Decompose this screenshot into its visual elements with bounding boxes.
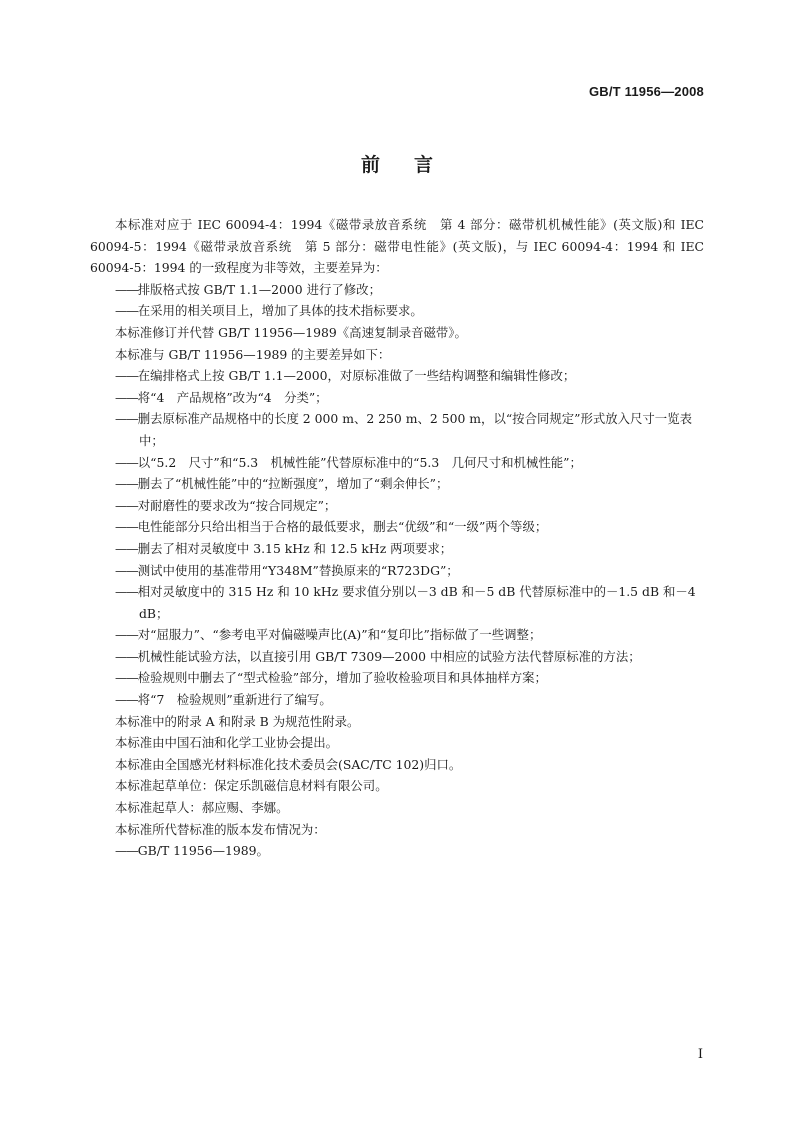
dash-marker: —— bbox=[115, 389, 138, 405]
dash-list-item bbox=[90, 689, 704, 711]
dash-list-item bbox=[90, 495, 704, 517]
dash-list-item bbox=[90, 279, 704, 301]
page-number: I bbox=[697, 1047, 703, 1062]
dash-marker: —— bbox=[115, 670, 138, 686]
paragraph-text: 将“7 检验规则”重新进行了编写。 bbox=[137, 692, 332, 708]
dash-list-item bbox=[90, 646, 704, 668]
paragraph-text: GB/T 11956—1989。 bbox=[137, 843, 269, 859]
paragraph bbox=[90, 322, 704, 344]
paragraph bbox=[90, 819, 704, 841]
dash-list-item bbox=[90, 560, 704, 582]
dash-list-item bbox=[90, 408, 704, 451]
paragraph-text: 本标准起草人：郝应赐、李娜。 bbox=[115, 800, 289, 816]
paragraph bbox=[90, 732, 704, 754]
dash-marker: —— bbox=[115, 584, 138, 600]
dash-marker: —— bbox=[115, 648, 138, 664]
paragraph-text: 检验规则中删去了“型式检验”部分，增加了验收检验项目和具体抽样方案； bbox=[137, 670, 547, 686]
paragraph-text: 本标准所代替标准的版本发布情况为： bbox=[115, 821, 326, 837]
paragraph-text: 本标准修订并代替 GB/T 11956—1989《高速复制录音磁带》。 bbox=[115, 324, 467, 340]
paragraph-text: 本标准由全国感光材料标准化技术委员会(SAC/TC 102)归口。 bbox=[115, 756, 462, 772]
dash-marker: —— bbox=[115, 454, 138, 470]
paragraph bbox=[90, 214, 704, 279]
paragraph-text: 在编排格式上按 GB/T 1.1—2000，对原标准做了一些结构调整和编辑性修改； bbox=[137, 368, 576, 384]
paragraph-text: 删去了“机械性能”中的“拉断强度”，增加了“剩余伸长”； bbox=[137, 476, 449, 492]
dash-list-item bbox=[90, 581, 704, 624]
paragraph-text: 本标准对应于 IEC 60094-4：1994《磁带录放音系统 第 4 部分：磁带机机械性能》(英文版)和 IEC 60094-5：1994《磁带录放音系统 第 5 部分：磁带电性能》(英文版)，与 IEC 60094-4：1994 和 IEC 60094-5：1994 的一致程度为非等效，主要差异为： bbox=[90, 217, 704, 276]
paragraph-text: 本标准起草单位：保定乐凯磁信息材料有限公司。 bbox=[115, 778, 388, 794]
paragraph-text: 对“屈服力”、“参考电平对偏磁噪声比(A)”和“复印比”指标做了一些调整； bbox=[137, 627, 542, 643]
paragraph-text: 对耐磨性的要求改为“按合同规定”； bbox=[137, 497, 337, 513]
paragraph bbox=[90, 711, 704, 733]
dash-marker: —— bbox=[115, 368, 138, 384]
dash-list-item bbox=[90, 624, 704, 646]
dash-marker: —— bbox=[115, 843, 138, 859]
dash-marker: —— bbox=[115, 281, 138, 297]
paragraph-text: 在采用的相关项目上，增加了具体的技术指标要求。 bbox=[137, 303, 423, 319]
dash-list-item bbox=[90, 365, 704, 387]
paragraph bbox=[90, 754, 704, 776]
dash-marker: —— bbox=[115, 476, 138, 492]
dash-list-item bbox=[90, 538, 704, 560]
paragraph-text: 删去了相对灵敏度中 3.15 kHz 和 12.5 kHz 两项要求； bbox=[137, 540, 453, 556]
paragraph-text: 测试中使用的基准带用“Y348M”替换原来的“R723DG”； bbox=[137, 562, 459, 578]
dash-list-item bbox=[90, 452, 704, 474]
paragraph-text: 电性能部分只给出相当于合格的最低要求，删去“优级”和“一级”两个等级； bbox=[137, 519, 548, 535]
dash-list-item bbox=[90, 473, 704, 495]
paragraph bbox=[90, 344, 704, 366]
dash-marker: —— bbox=[115, 562, 138, 578]
paragraph bbox=[90, 797, 704, 819]
paragraph-text: 排版格式按 GB/T 1.1—2000 进行了修改； bbox=[137, 281, 381, 297]
dash-marker: —— bbox=[115, 497, 138, 513]
dash-marker: —— bbox=[115, 627, 138, 643]
paragraph-text: 本标准与 GB/T 11956—1989 的主要差异如下： bbox=[115, 346, 391, 362]
paragraph-text: 相对灵敏度中的 315 Hz 和 10 kHz 要求值分别以－3 dB 和－5 dB 代替原标准中的－1.5 dB 和－4 dB； bbox=[137, 584, 696, 621]
dash-marker: —— bbox=[115, 540, 138, 556]
paragraph-text: 机械性能试验方法，以直接引用 GB/T 7309—2000 中相应的试验方法代替原标准的方法； bbox=[137, 648, 641, 664]
dash-marker: —— bbox=[115, 519, 138, 535]
dash-list-item bbox=[90, 667, 704, 689]
dash-marker: —— bbox=[115, 411, 138, 427]
page-title: 前言 bbox=[360, 154, 467, 176]
dash-marker: —— bbox=[115, 303, 138, 319]
foreword-body bbox=[90, 214, 704, 862]
paragraph bbox=[90, 775, 704, 797]
paragraph-text: 以“5.2 尺寸”和“5.3 机械性能”代替原标准中的“5.3 几何尺寸和机械性能”； bbox=[137, 454, 582, 470]
dash-list-item bbox=[90, 387, 704, 409]
paragraph-text: 删去原标准产品规格中的长度 2 000 m、2 250 m、2 500 m，以“按合同规定”形式放入尺寸一览表中； bbox=[137, 411, 692, 448]
dash-list-item bbox=[90, 300, 704, 322]
paragraph-text: 本标准由中国石油和化学工业协会提出。 bbox=[115, 735, 339, 751]
paragraph-text: 将“4 产品规格”改为“4 分类”； bbox=[137, 389, 328, 405]
dash-list-item bbox=[90, 516, 704, 538]
standard-code: GB/T 11956—2008 bbox=[588, 84, 704, 99]
dash-list-item bbox=[90, 840, 704, 862]
paragraph-text: 本标准中的附录 A 和附录 B 为规范性附录。 bbox=[115, 713, 360, 729]
dash-marker: —— bbox=[115, 692, 138, 708]
